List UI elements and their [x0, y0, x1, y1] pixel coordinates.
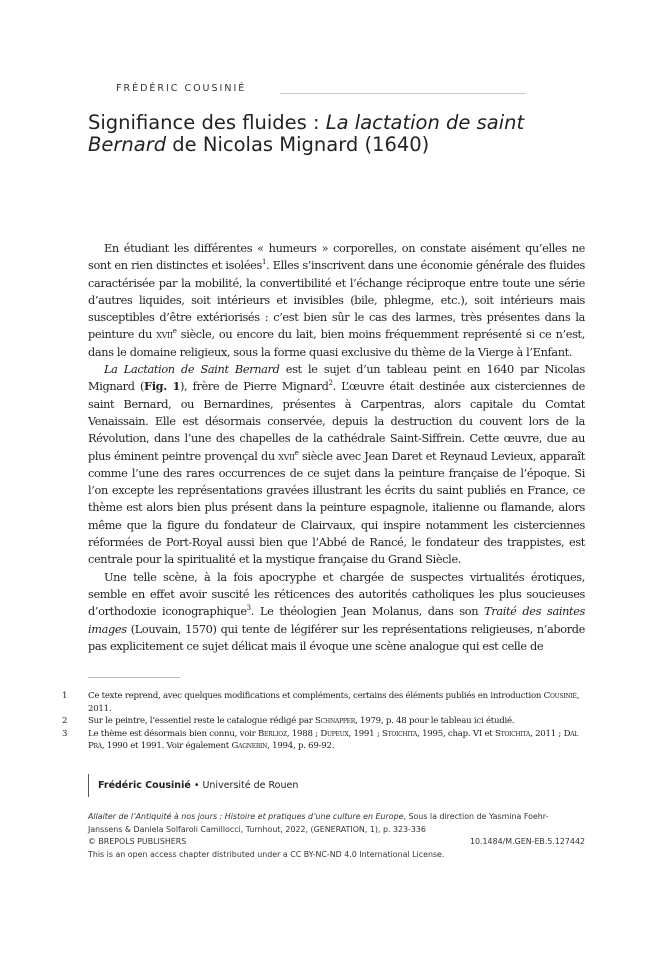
citation-line-3 [88, 836, 585, 849]
author-name: Frédéric Cousinié [98, 780, 191, 791]
title-part-2-italic: La lactation de saint Bernard [88, 111, 525, 156]
citation-block [88, 811, 585, 861]
footnote-number: 1 [62, 691, 68, 701]
cited-author: Dal Prà [88, 728, 579, 751]
text: Une telle scène, à la fois apocryphe et chargée de suspectes virtualités érotiques, semble en effet avoir suscité les réticences des autorités catholiques les plus soucieuses d’orthodoxie iconographique [88, 570, 585, 619]
text: , 1991 ; [348, 728, 382, 739]
footnote-ref[interactable]: 1 [261, 258, 267, 267]
footnote-text [88, 728, 585, 753]
footnote-number: 3 [62, 728, 68, 739]
citation-line-1 [88, 811, 585, 824]
cited-author: Cousinié [543, 691, 577, 701]
text: . Elles s’inscrivent dans une économie générale des fluides caractérisée par la mobilité, la convertibilité et l’échange réciproque entre toute une série d’autres liquides, soit intérieurs et invisibles (bile, phlegme, etc.), soit intérieurs mais susceptibles d’être extériorisés : c’est bien sûr le cas des larmes, très présentes dans la peinture du [88, 259, 585, 342]
separator: • [193, 780, 200, 791]
footnotes [62, 690, 585, 753]
text: siècle, ou encore du lait, bien moins fréquemment représenté si ce n’est, dans le domaine religieux, sous la forme quasi exclusive du thème de la Vierge à l’Enfant. [88, 328, 585, 359]
footnote-1 [62, 690, 585, 715]
text: , 1990 et 1991. Voir également [101, 741, 232, 751]
cited-author: Stoichita [494, 728, 531, 739]
cited-author: Stoichita [381, 728, 418, 739]
book-title: Allaiter de l’Antiquité à nos jours : Histoire et pratiques d’une culture en Europe [88, 812, 404, 821]
cited-author: Dupeux [320, 728, 349, 739]
title-part-3: de Nicolas Mignard (1640) [166, 133, 430, 156]
citation-line-2: Janssens & Daniela Solfaroli Camillocci, Turnhout, 2022, (GENERATION, 1), p. 323-336 [88, 824, 426, 834]
text: Sur le peintre, l’essentiel reste le catalogue rédigé par [88, 716, 316, 726]
text: est le sujet d’un tableau peint en 1640 par Nicolas Mignard ( [88, 363, 586, 394]
chapter-title [88, 112, 588, 156]
footnote-text [88, 690, 585, 715]
text: , 2011 ; [530, 728, 564, 739]
body-text [88, 240, 585, 655]
footnote-3 [62, 728, 585, 753]
text: , 2011. [88, 691, 580, 714]
century-numeral: xvii [156, 328, 173, 342]
footnote-ref[interactable]: 3 [246, 604, 251, 613]
text: En étudiant les différentes « humeurs » corporelles, on constate aisément qu’elles ne sont en rien distinctes et isolées [88, 242, 585, 273]
author-affiliation [98, 780, 298, 791]
text: siècle avec Jean Daret et Reynaud Levieux, apparaît comme l’une des rares occurrences de ce sujet dans la peinture française de l’époque. Si l’on excepte les représentations gravées illustrant les écrits du saint publiés en France, ce thème est alors bien plus présent dans la peinture espagnole, italienne ou flamande, alors même que la figure du fondateur de Clairvaux, qui inspire notamment les cisterciennes réformées de Port-Royal aussi bien que l’Abbé de Rancé, le fondateur des trappistes, est centrale pour la spiritualité et la mystique française du Grand Siècle. [88, 449, 585, 567]
editors: , Sous la direction de Yasmina Foehr- [403, 812, 549, 821]
publisher: © BREPOLS PUBLISHERS [88, 837, 187, 846]
paragraph-3 [88, 569, 585, 655]
footnote-text [88, 715, 585, 728]
text: Le thème est désormais bien connu, voir [88, 728, 258, 739]
artwork-title: La Lactation de Saint Bernard [104, 363, 280, 377]
text: , 1988 ; [286, 728, 321, 739]
author-bar [88, 774, 89, 797]
text: , 1995, chap. VI et [417, 728, 495, 739]
paragraph-1 [88, 240, 585, 361]
footnote-rule [88, 677, 180, 678]
footnote-number: 2 [62, 716, 68, 726]
paragraph-2 [88, 361, 585, 569]
text: ), frère de Pierre Mignard [180, 380, 329, 394]
footnote-ref[interactable]: 2 [328, 379, 333, 388]
footnote-2 [62, 715, 585, 728]
doi[interactable]: 10.1484/M.GEN-EB.5.127442 [469, 837, 585, 846]
header-rule [280, 93, 526, 94]
text: (Louvain, 1570) qui tente de légiférer sur les représentations religieuses, n’aborde pas explicitement ce sujet délicat mais il évoque une scène analogue qui est celle de [88, 622, 585, 653]
century-numeral: xvii [278, 449, 295, 463]
license-line: This is an open access chapter distributed under a CC BY-NC-ND 4.0 International License. [88, 849, 445, 859]
text: , 1979, p. 48 pour le tableau ici étudié. [355, 716, 515, 726]
affiliation: Université de Rouen [202, 780, 299, 791]
title-part-1: Signifiance des fluides : [88, 111, 326, 134]
running-head-author: FRÉDÉRIC COUSINIÉ [116, 83, 247, 94]
figure-ref[interactable]: Fig. 1 [144, 379, 180, 394]
superscript: e [172, 327, 177, 336]
text: , 1994, p. 69-92. [267, 741, 335, 751]
book-title: Traité des saintes images [88, 605, 585, 636]
text: . L’œuvre était destinée aux cisterciennes de saint Bernard, ou Bernardines, présentes à Carpentras, alors capitale du Comtat Venaissain. Elle est désormais conservée, depuis la destruction du couvent lors de la Révolution, dans l’une des chapelles de la cathédrale Saint-Siffrein. Cette œuvre, due au plus éminent peintre provençal du [88, 380, 585, 463]
cited-author: Schnapper [315, 716, 356, 726]
cited-author: Gagnebin [231, 741, 268, 751]
cited-author: Berlioz [257, 728, 287, 739]
text: Ce texte reprend, avec quelques modifications et compléments, certains des éléments publiés en introduction [88, 691, 544, 701]
superscript: e [294, 448, 299, 457]
text: . Le théologien Jean Molanus, dans son [250, 605, 485, 619]
